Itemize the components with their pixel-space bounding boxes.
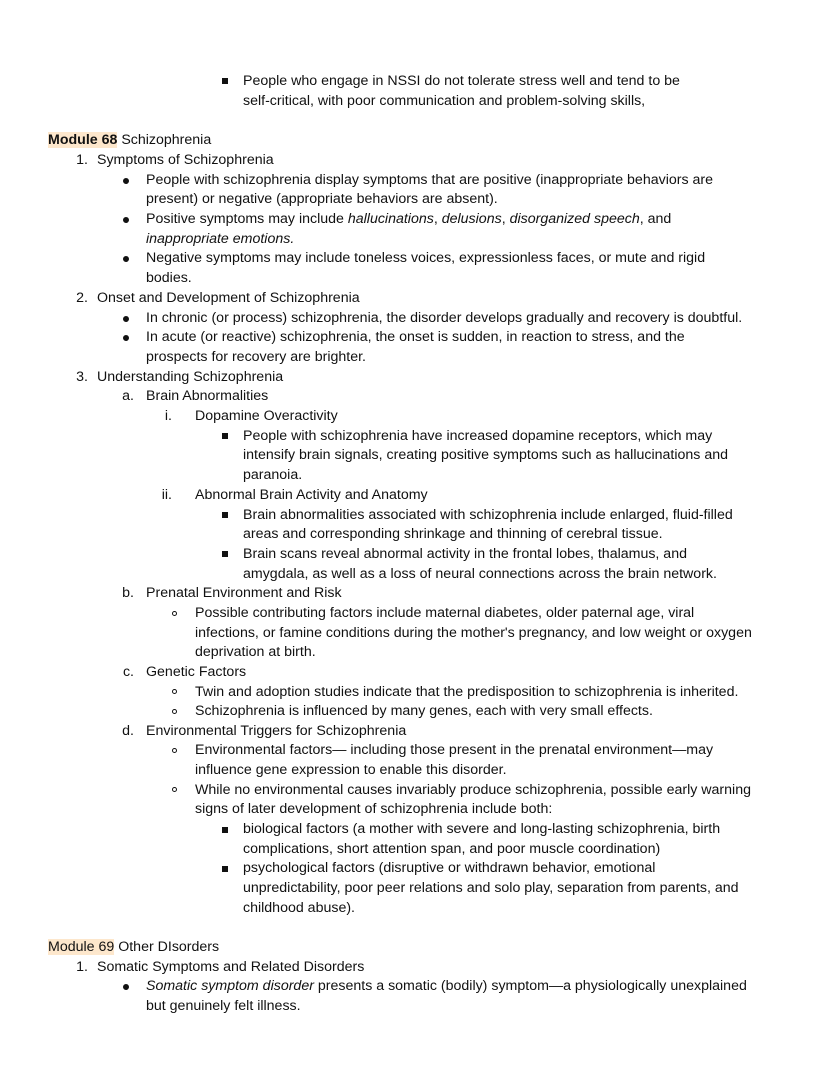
section-number: 1.: [76, 959, 88, 975]
subsection-title: Genetic Factors: [146, 664, 247, 680]
bullet-disc-icon: [123, 316, 129, 322]
subsection-title: Environmental Triggers for Schizophrenia: [146, 723, 407, 739]
bullet-circle-icon: [172, 787, 177, 792]
bullet-circle-icon: [172, 611, 177, 616]
term: delusions: [441, 211, 502, 227]
list-item: influence gene expression to enable this disorder.: [195, 762, 507, 778]
roman-title: Abnormal Brain Activity and Anatomy: [195, 487, 428, 503]
text: presents a somatic (bodily) symptom—a physiologically unexplained: [313, 978, 747, 994]
list-item: While no environmental causes invariably produce schizophrenia, possible early warning: [195, 782, 751, 798]
list-item: amygdala, as well as a loss of neural connections across the brain network.: [243, 566, 717, 582]
list-item: signs of later development of schizophrenia include both:: [195, 801, 553, 817]
list-item: People with schizophrenia have increased dopamine receptors, which may: [243, 428, 713, 444]
list-item: In acute (or reactive) schizophrenia, the onset is sudden, in reaction to stress, and the: [146, 329, 685, 345]
module-69-title: Other DIsorders: [114, 939, 220, 955]
bullet-square-icon: [222, 78, 228, 84]
list-item: deprivation at birth.: [195, 644, 316, 660]
term: disorganized speech: [509, 211, 640, 227]
section-number: 2.: [76, 290, 88, 306]
subsection-title: Brain Abnormalities: [146, 388, 269, 404]
list-item: psychological factors (disruptive or withdrawn behavior, emotional: [243, 860, 656, 876]
top-item-line: People who engage in NSSI do not tolerate stress well and tend to be: [243, 73, 680, 89]
bullet-disc-icon: [123, 178, 129, 184]
list-item: Environmental factors— including those present in the prenatal environment—may: [195, 742, 714, 758]
section-number: 3.: [76, 369, 88, 385]
section-title: Onset and Development of Schizophrenia: [97, 290, 360, 306]
list-item: Brain abnormalities associated with schizophrenia include enlarged, fluid-filled: [243, 507, 733, 523]
subsection-letter: a.: [122, 388, 134, 404]
module-69-label: Module 69: [48, 939, 115, 955]
list-item: Possible contributing factors include maternal diabetes, older paternal age, viral: [195, 605, 695, 621]
text: ,: [501, 211, 510, 227]
text: Positive symptoms may include: [146, 211, 348, 227]
list-item: [146, 977, 747, 997]
list-item: areas and corresponding shrinkage and thinning of cerebral tissue.: [243, 526, 663, 542]
bullet-disc-icon: [123, 335, 129, 341]
term: inappropriate emotions.: [146, 231, 295, 247]
list-item: intensify brain signals, creating positive symptoms such as hallucinations and: [243, 447, 728, 463]
bullet-circle-icon: [172, 689, 177, 694]
list-item: Negative symptoms may include toneless voices, expressionless faces, or mute and rigid: [146, 250, 706, 266]
module-68-title: Schizophrenia: [117, 132, 212, 148]
module-69-heading: [48, 938, 219, 958]
bullet-square-icon: [222, 433, 228, 439]
bullet-square-icon: [222, 827, 228, 833]
text: ,: [433, 211, 442, 227]
subsection-letter: c.: [122, 664, 134, 680]
subsection-title: Prenatal Environment and Risk: [146, 585, 342, 601]
list-item: biological factors (a mother with severe and long-lasting schizophrenia, birth: [243, 821, 721, 837]
bullet-circle-icon: [172, 748, 177, 753]
list-item: People with schizophrenia display symptoms that are positive (inappropriate behaviors are: [146, 172, 714, 188]
text: , and: [639, 211, 672, 227]
module-68-heading: [48, 131, 211, 151]
section-title: Somatic Symptoms and Related Disorders: [97, 959, 365, 975]
list-item: but genuinely felt illness.: [146, 998, 301, 1014]
subsection-letter: b.: [122, 585, 134, 601]
bullet-square-icon: [222, 866, 228, 872]
roman-number: i.: [164, 408, 172, 424]
list-item: prospects for recovery are brighter.: [146, 349, 367, 365]
term: Somatic symptom disorder: [146, 978, 314, 994]
term: hallucinations: [347, 211, 434, 227]
module-68-label: Module 68: [48, 132, 118, 148]
list-item: infections, or famine conditions during the mother's pregnancy, and low weight or oxygen: [195, 625, 752, 641]
bullet-square-icon: [222, 512, 228, 518]
list-item: Brain scans reveal abnormal activity in the frontal lobes, thalamus, and: [243, 546, 687, 562]
list-item: Schizophrenia is influenced by many genes, each with very small effects.: [195, 703, 653, 719]
list-item: bodies.: [146, 270, 192, 286]
roman-title: Dopamine Overactivity: [195, 408, 338, 424]
section-title: Symptoms of Schizophrenia: [97, 152, 274, 168]
section-number: 1.: [76, 152, 88, 168]
section-title: Understanding Schizophrenia: [97, 369, 284, 385]
list-item: paranoia.: [243, 467, 303, 483]
list-item: In chronic (or process) schizophrenia, the disorder develops gradually and recovery is doubtful.: [146, 310, 743, 326]
list-item: Twin and adoption studies indicate that the predisposition to schizophrenia is inherited.: [195, 684, 739, 700]
bullet-square-icon: [222, 551, 228, 557]
roman-number: ii.: [161, 487, 172, 503]
bullet-circle-icon: [172, 709, 177, 714]
list-item: present) or negative (appropriate behaviors are absent).: [146, 191, 498, 207]
list-item: [146, 210, 671, 230]
top-item-line: self-critical, with poor communication and problem-solving skills,: [243, 93, 646, 109]
subsection-letter: d.: [122, 723, 134, 739]
list-item: childhood abuse).: [243, 900, 356, 916]
list-item: [146, 230, 294, 250]
bullet-disc-icon: [123, 217, 129, 223]
bullet-disc-icon: [123, 984, 129, 990]
bullet-disc-icon: [123, 256, 129, 262]
list-item: unpredictability, poor peer relations and solo play, separation from parents, and: [243, 880, 739, 896]
list-item: complications, short attention span, and poor muscle coordination): [243, 841, 661, 857]
